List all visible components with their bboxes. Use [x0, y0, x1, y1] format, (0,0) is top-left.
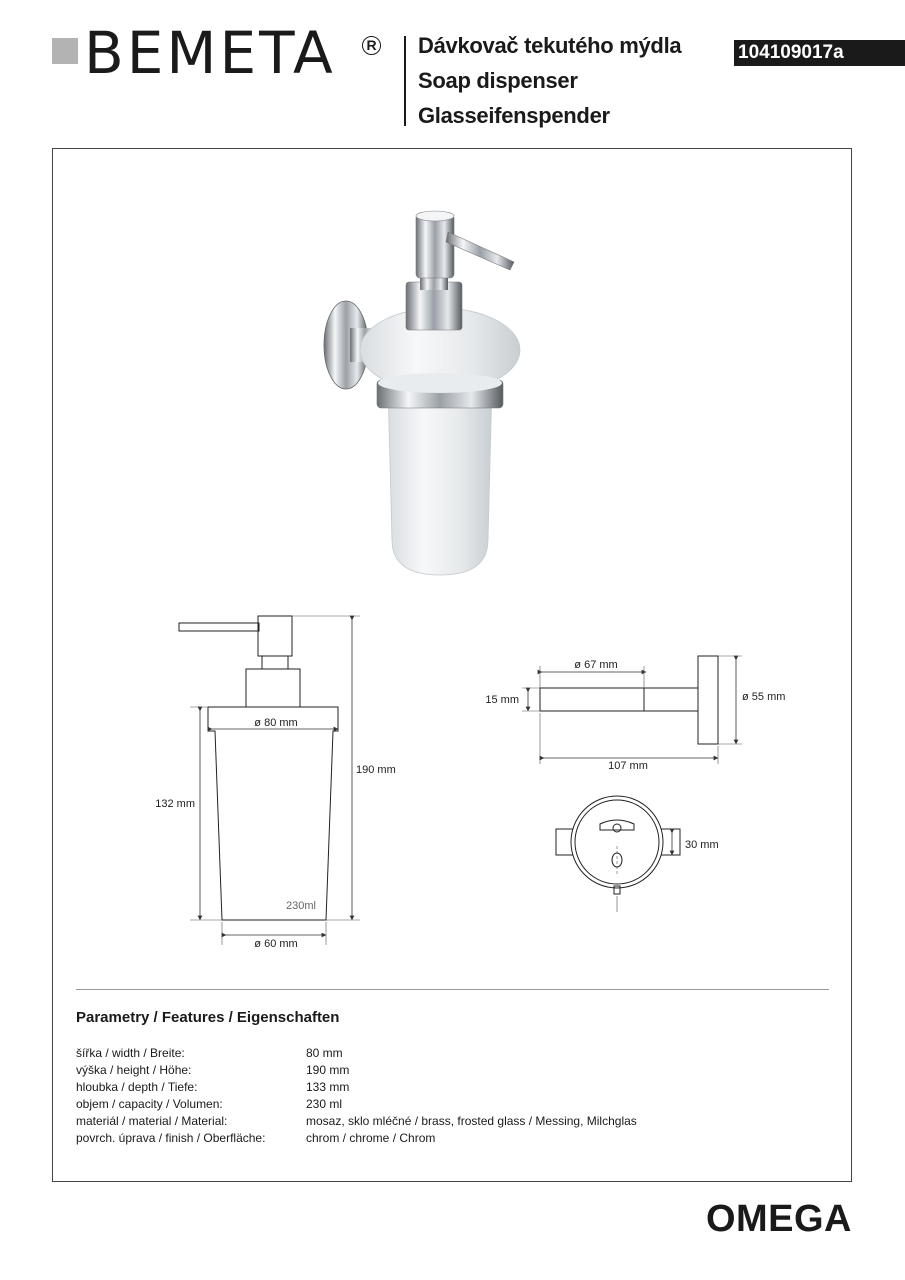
brand-logo: BEMETA [84, 19, 336, 87]
spec-label: materiál / material / Material: [76, 1114, 228, 1128]
spec-value: mosaz, sklo mléčné / brass, frosted glass / Messing, Milchglas [306, 1114, 637, 1128]
spec-label: povrch. úprava / finish / Oberfläche: [76, 1131, 266, 1145]
features-title: Parametry / Features / Eigenschaften [76, 1009, 340, 1026]
spec-value: 190 mm [306, 1063, 350, 1077]
bottom-diameter-label: ø 60 mm [254, 938, 298, 950]
front-view-drawing [179, 616, 360, 945]
spec-label: šířka / width / Breite: [76, 1046, 185, 1060]
height-dimension-label: 190 mm [356, 764, 396, 776]
spec-label: hloubka / depth / Tiefe: [76, 1080, 198, 1094]
title-german: Glasseifenspender [418, 103, 610, 128]
product-code-badge: 104109017a [734, 40, 905, 66]
mount-plate-drawing [556, 796, 680, 912]
spec-value: chrom / chrome / Chrom [306, 1131, 436, 1145]
depth-dimension-label: 107 mm [608, 760, 648, 772]
side-view-drawing [522, 656, 742, 764]
mount-width-label: 30 mm [685, 839, 719, 851]
spec-row-finish [76, 1131, 756, 1148]
spec-value: 230 ml [306, 1097, 343, 1111]
spec-value: 133 mm [306, 1080, 350, 1094]
spec-row-height [76, 1063, 756, 1080]
glass-height-label: 132 mm [155, 798, 195, 810]
plate-diameter-label: ø 55 mm [742, 691, 786, 703]
series-name: OMEGA [705, 1198, 852, 1240]
capacity-mark-label: 230ml [286, 900, 316, 912]
spec-label: objem / capacity / Volumen: [76, 1097, 223, 1111]
spec-row-capacity [76, 1097, 756, 1114]
title-czech: Dávkovač tekutého mýdla [418, 33, 682, 58]
section-divider [76, 989, 829, 990]
product-illustration [324, 211, 520, 575]
spec-row-material [76, 1114, 756, 1131]
spec-row-depth [76, 1080, 756, 1097]
spec-value: 80 mm [306, 1046, 343, 1060]
spec-label: výška / height / Höhe: [76, 1063, 192, 1077]
registered-mark: R [362, 36, 381, 55]
arm-thickness-label: 15 mm [485, 694, 519, 706]
spec-row-width [76, 1046, 756, 1063]
rosette-diameter-label: ø 67 mm [574, 659, 618, 671]
title-english: Soap dispenser [418, 68, 578, 93]
width-dimension-label: ø 80 mm [254, 717, 298, 729]
